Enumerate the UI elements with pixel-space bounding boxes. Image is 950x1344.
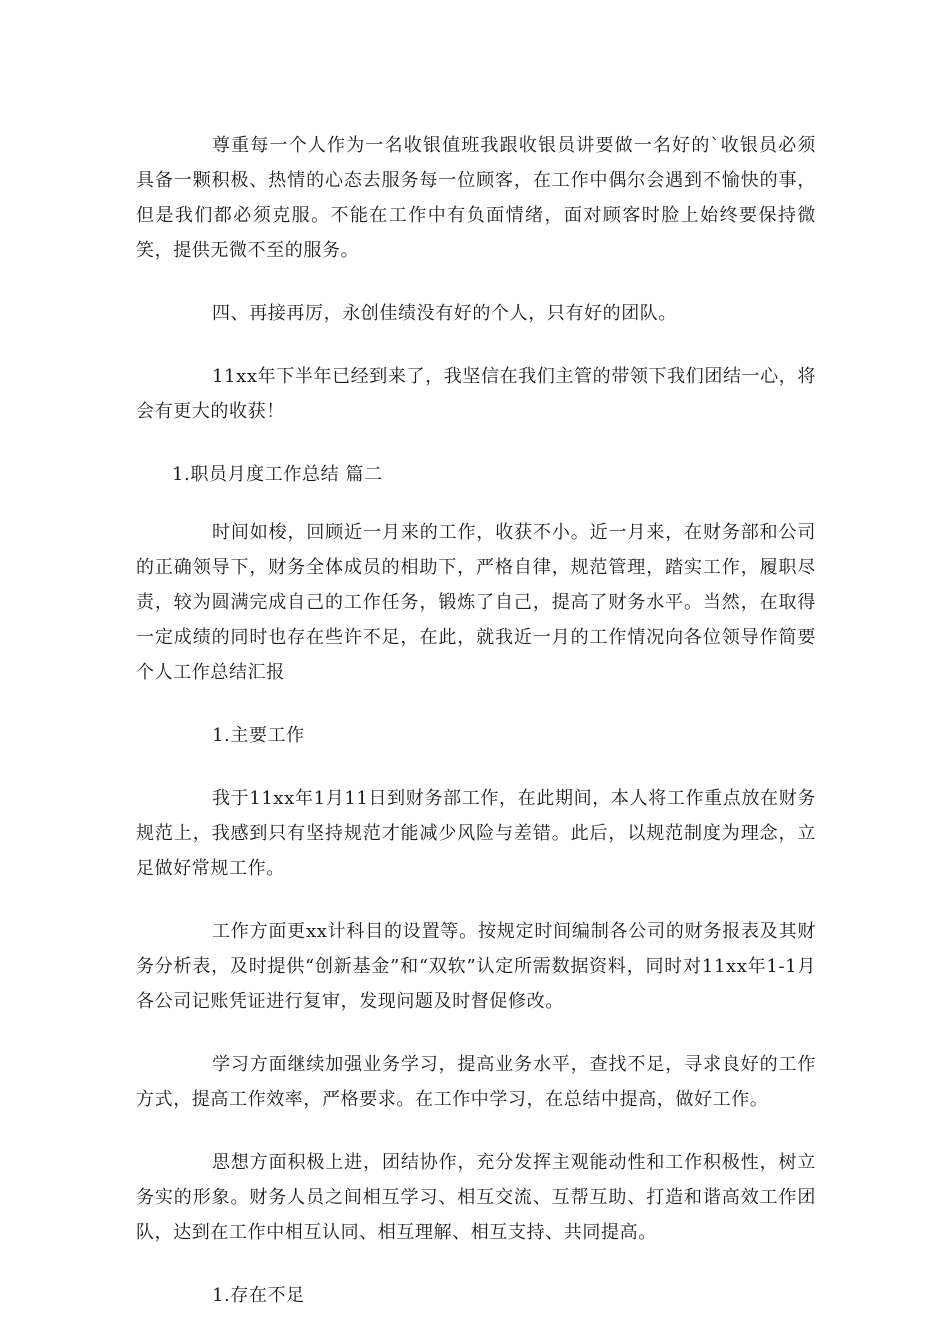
paragraph-cashier-attitude: 尊重每一个人作为一名收银值班我跟收银员讲要做一名好的`收银员必须具备一颗积极、热情的心态去服务每一位顾客，在工作中偶尔会遇到不愉快的事，但是我们都必须克服。不能在工作中有负面情绪，面对顾客时脸上始终要保持微笑，提供无微不至的服务。 [136,135,816,261]
paragraph-second-half-year: 11xx年下半年已经到来了，我坚信在我们主管的带领下我们团结一心，将会有更大的收获！ [136,366,816,422]
paragraph-thought-aspect: 思想方面积极上进，团结协作，充分发挥主观能动性和工作积极性，树立务实的形象。财务人员之间相互学习、相互交流、互帮互助、打造和谐高效工作团队，达到在工作中相互认同、相互理解、相互支持、共同提高。 [136,1152,816,1243]
paragraph-section-four: 四、再接再厉，永创佳绩没有好的个人，只有好的团队。 [212,303,677,324]
subheading-main-work: 1.主要工作 [212,725,305,746]
section-heading: 1.职员月度工作总结 篇二 [172,464,383,485]
subheading-shortcomings: 1.存在不足 [212,1285,305,1306]
paragraph-study-aspect: 学习方面继续加强业务学习，提高业务水平，查找不足，寻求良好的工作方式，提高工作效率，严格要求。在工作中学习，在总结中提高，做好工作。 [136,1054,816,1110]
paragraph-intro: 时间如梭，回顾近一月来的工作，收获不小。近一月来，在财务部和公司的正确领导下，财务全体成员的相助下，严格自律，规范管理，踏实工作，履职尽责，较为圆满完成自己的工作任务，锻炼了自己，提高了财务水平。当然，在取得一定成绩的同时也存在些许不足，在此，就我近一月的工作情况向各位领导作简要个人工作总结汇报 [136,522,816,683]
paragraph-work-aspect: 工作方面更xx计科目的设置等。按规定时间编制各公司的财务报表及其财务分析表，及时提供“创新基金”和“双软”认定所需数据资料，同时对11xx年1-1月各公司记账凭证进行复审，发现问题及时督促修改。 [136,921,816,1012]
document-body [136,128,816,1341]
paragraph-start-date: 我于11xx年1月11日到财务部工作，在此期间，本人将工作重点放在财务规范上，我感到只有坚持规范才能减少风险与差错。此后，以规范制度为理念，立足做好常规工作。 [136,788,816,879]
